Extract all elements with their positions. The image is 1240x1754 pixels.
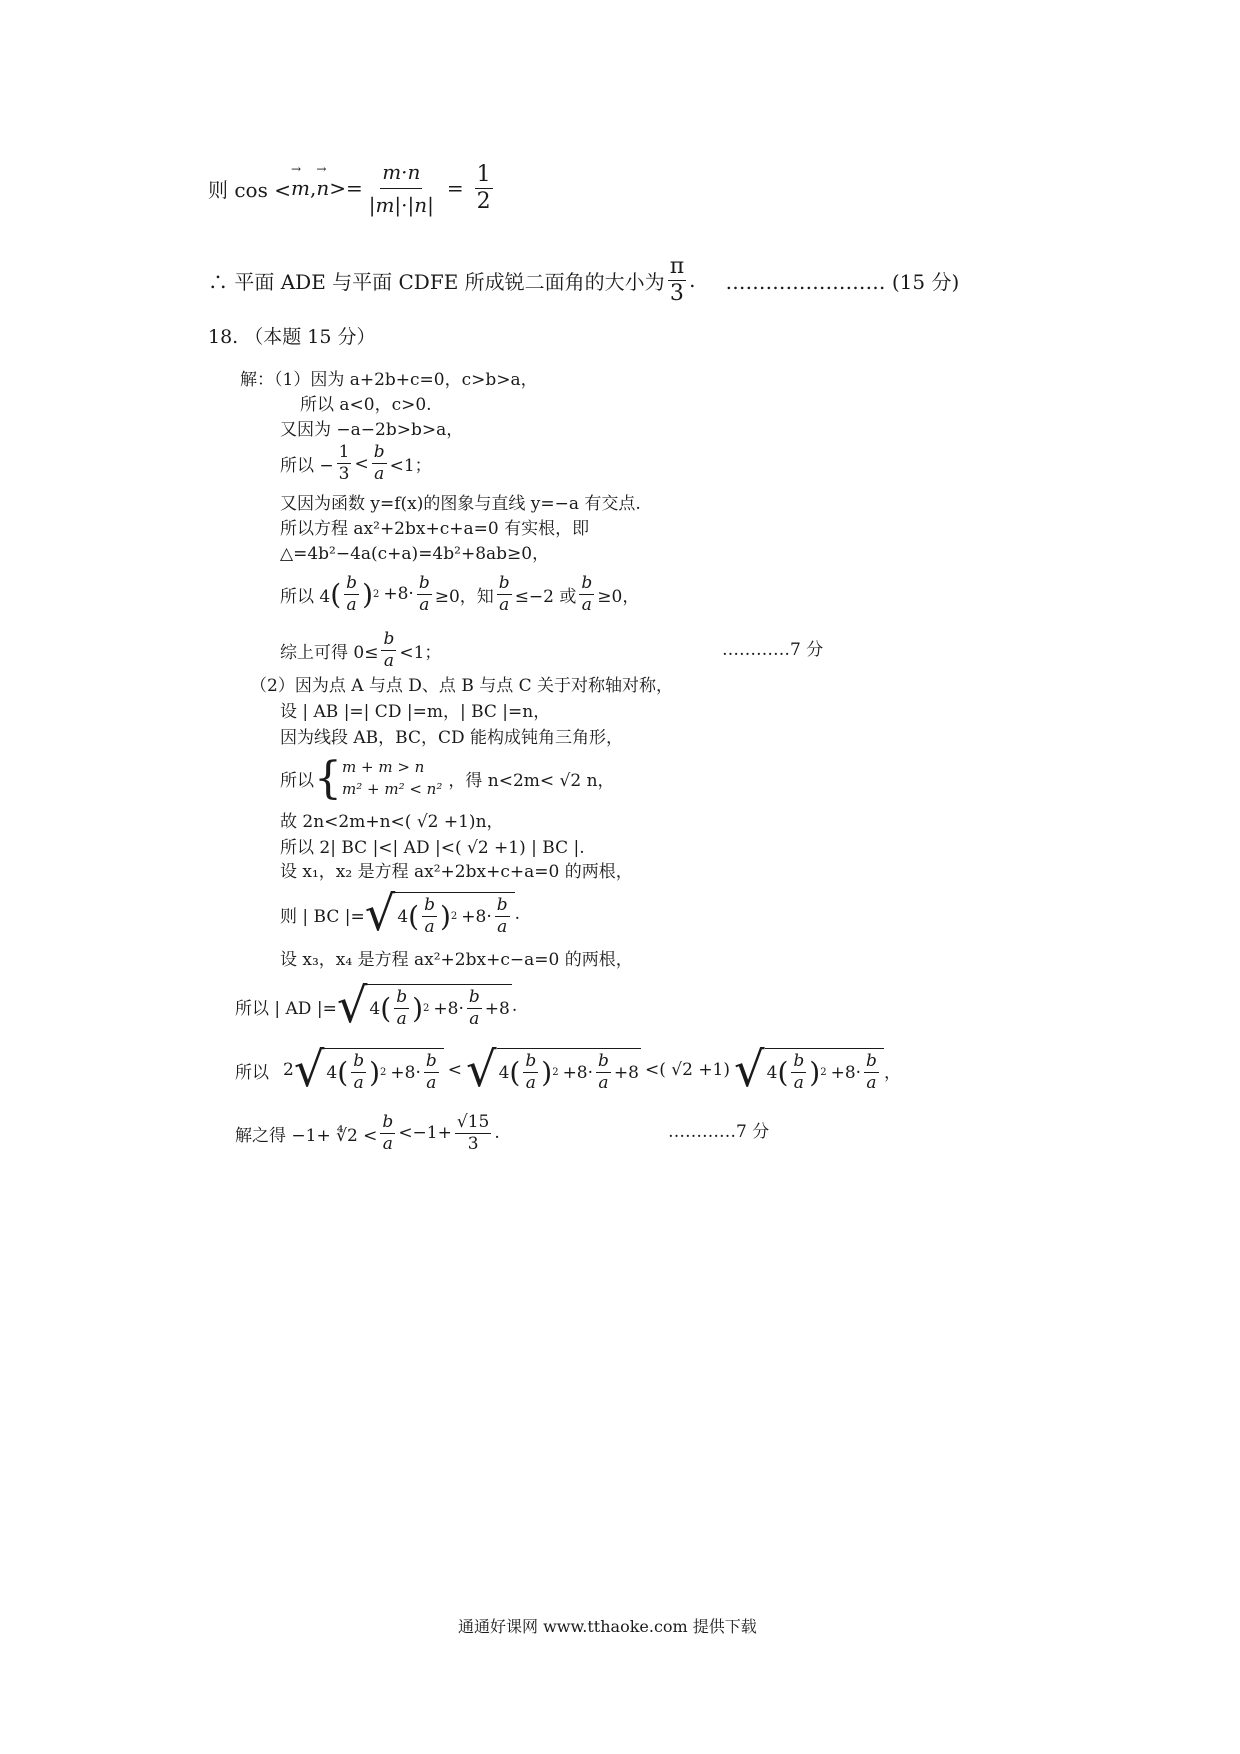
p1-line5: 又因为函数 y=f(x)的图象与直线 y=−a 有交点. [280,494,641,514]
p2-line5: 故 2n<2m+n<( √2 +1)n， [280,812,504,832]
cos-formula: 则 cos < → m , → n >= $\frac{m\cdot n}{|m|\cdot|n|}$ = $\frac{1}{2}$ [208,148,496,228]
conclusion-den: 3 [669,280,684,306]
p1-line2: 所以 a<0，c>0. [300,395,432,415]
cos-prefix: 则 cos < [208,177,291,202]
cos-denominator: |m|·|n| [368,192,434,217]
p2-line1: （2）因为点 A 与点 D、点 B 与点 C 关于对称轴对称， [250,676,674,696]
p2-line6: 所以 2| BC |<| AD |<( √2 +1) | BC |. [280,838,585,858]
p1-line7: △=4b²−4a(c+a)=4b²+8ab≥0， [280,544,550,564]
conclusion-text: ∴ 平面 ADE 与平面 CDFE 所成锐二面角的大小为 [208,269,665,294]
footer-text: 通通好课网 www.tthaoke.com 提供下载 [458,1617,757,1636]
p2-score: …………7 分 [668,1122,770,1142]
vector-n: → n [316,176,329,200]
cos-result-num: 1 [476,161,491,187]
conclusion-score: …………………… (15 分) [725,269,960,294]
cos-comma: , [309,176,317,200]
p2-line9: 设 x₃，x₄ 是方程 ax²+2bx+c−a=0 的两根， [280,950,633,970]
cos-close: >= [329,176,363,200]
p1-line4: 所以 − $\frac{1}{3}$ < $\frac{b}{a}$ <1； [280,442,432,484]
p1-line1: 解：（1）因为 a+2b+c=0，c>b>a， [240,370,538,390]
cos-result [475,161,493,214]
cos-numerator: m·n [380,162,422,189]
cos-fraction [367,159,436,217]
conclusion-num: π [669,253,685,279]
vector-m: → m [291,176,310,200]
p2-line4: 所以 { m + m > n m² + m² < n² ，得 n<2m< √2 n， [280,752,615,804]
p2-line3: 因为线段 AB，BC，CD 能构成钝角三角形， [280,728,624,748]
p2-line8: 则 | BC |= √ 4 ( $\frac{b}{a}$ ) 2 +8· $\frac{b}{a}$ . [280,886,521,942]
p2-line10: 所以 | AD |= √ 4 ( $\frac{b}{a}$ ) 2 +8· $\frac{b}{a}$ +8 . [235,978,518,1034]
p1-line8: 所以 4 ( $\frac{b}{a}$ ) 2 +8· $\frac{b}{a}$ ≥0，知 $\frac{b}{a}$ ≤−2 或 $\frac{b}{a}$ ≥0， [280,572,640,615]
p1-line6: 所以方程 ax²+2bx+c+a=0 有实根，即 [280,519,590,539]
cos-result-den: 2 [476,188,491,214]
p1-line9: 综上可得 0≤ $\frac{b}{a}$ <1； [280,628,442,671]
conclusion-line: ∴ 平面 ADE 与平面 CDFE 所成锐二面角的大小为 $\frac{\pi}{3}$ . …………………… (15 分) [208,253,960,306]
p2-line2: 设 | AB |=| CD |=m，| BC |=n， [280,702,551,722]
p2-line11: 所以 2 √ 4 ( $\frac{b}{a}$ ) 2 +8· $\frac{b}{a}$ < √ 4 ( $\frac{b}{a}$ ) 2 +8· $\frac{b}{a}$ +8 <( √2 +1) √ 4 ( $\frac{b}{a}$ ) 2 +8· $\frac{b}{a}$ ， [235,1042,901,1098]
p2-line12: 解之得 −1+ ∜2 < $\frac{b}{a}$ <−1+ $\frac{√15}{3}$ . [235,1111,500,1154]
p1-score: …………7 分 [722,640,824,660]
p2-line7: 设 x₁，x₂ 是方程 ax²+2bx+c+a=0 的两根， [280,862,633,882]
conclusion-fraction [668,253,686,306]
problem-18-title: 18. （本题 15 分） [208,326,376,348]
p1-line3: 又因为 −a−2b>b>a， [280,420,464,440]
